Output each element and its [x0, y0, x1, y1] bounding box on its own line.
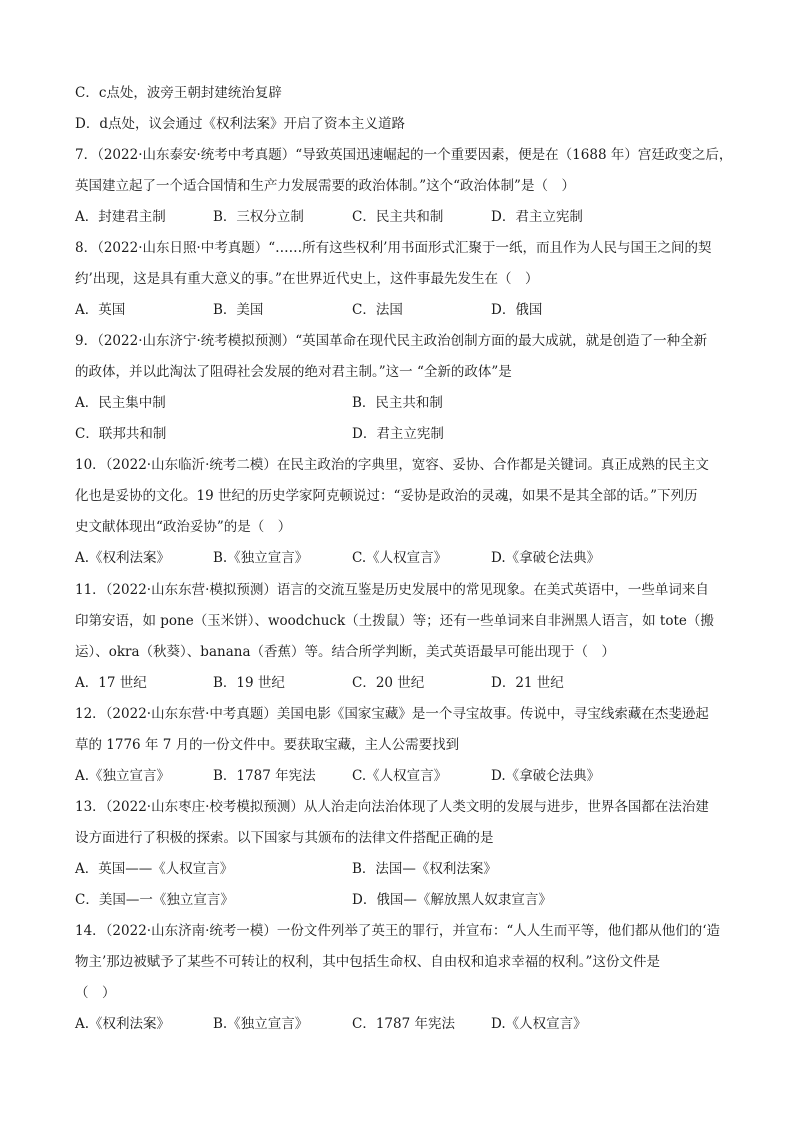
q12-stem-line-2: 草的 1776 年 7 月的一份文件中。要获取宝藏，主人公需要找到	[75, 737, 460, 753]
q9-options-row-2	[75, 424, 734, 444]
q11-options	[75, 673, 734, 693]
q8-option-a: A．英国	[75, 302, 126, 318]
q14-options	[75, 1014, 734, 1034]
q10-option-c: C.《人权宣言》	[352, 550, 448, 566]
q12-option-d: D.《拿破仑法典》	[491, 768, 601, 784]
q12-option-a: A.《独立宣言》	[75, 768, 171, 784]
q8-options	[75, 300, 734, 320]
q9-option-d: D．君主立宪制	[352, 426, 444, 442]
q14-option-c: C．1787 年宪法	[352, 1016, 455, 1032]
q7-option-a: A．封建君主制	[75, 209, 166, 225]
q9-option-b: B．民主共和制	[352, 395, 443, 411]
q10-option-d: D.《拿破仑法典》	[491, 550, 601, 566]
q11-stem-line-2: 印第安语，如 pone（玉米饼）、woodchuck（土拨鼠）等；还有一些单词来自非洲黑人语言，如 tote（搬	[75, 613, 714, 629]
q8-option-c: C．法国	[352, 302, 403, 318]
q8-option-d: D．俄国	[491, 302, 543, 318]
q12-option-b: B．1787 年宪法	[213, 768, 316, 784]
q6-option-c: C．c点处，波旁王朝封建统治复辟	[75, 85, 282, 101]
q7-stem-line-2: 英国建立起了一个适合国情和生产力发展需要的政治体制。”这个“政治体制”是（ ）	[75, 178, 575, 194]
q13-options-row-2	[75, 890, 734, 910]
q14-option-a: A.《权利法案》	[75, 1016, 171, 1032]
q14-stem-line-1: 14．（2022·山东济南·统考一模）一份文件列举了英王的罪行，并宣布：“人人生而平等，他们都从他们的‘造	[75, 923, 721, 939]
q13-option-d: D．俄国—《解放黑人奴隶宣言》	[352, 892, 552, 908]
q10-stem-line-2: 化也是妥协的文化。19 世纪的历史学家阿克顿说过：“妥协是政治的灵魂，如果不是其全部的话。”下列历	[75, 488, 698, 504]
q9-options-row-1	[75, 393, 734, 413]
q13-stem-line-2: 设方面进行了积极的探索。以下国家与其颁布的法律文件搭配正确的是	[75, 830, 494, 846]
q14-option-d: D.《人权宣言》	[491, 1016, 587, 1032]
q11-stem-line-1: 11．（2022·山东东营·模拟预测）语言的交流互鉴是历史发展中的常见现象。在美式英语中，一些单词来自	[75, 582, 709, 598]
q12-option-c: C.《人权宣言》	[352, 768, 448, 784]
q13-stem-line-1: 13．（2022·山东枣庄·校考模拟预测）从人治走向法治体现了人类文明的发展与进步，世界各国都在法治建	[75, 799, 709, 815]
q7-options	[75, 207, 734, 227]
q13-option-c: C．美国—一《独立宣言》	[75, 892, 234, 908]
q13-option-b: B．法国—《权利法案》	[352, 861, 497, 877]
q8-stem-line-2: 约’出现，这是具有重大意义的事。”在世界近代史上，这件事最先发生在（ ）	[75, 271, 539, 287]
q11-option-b: B．19 世纪	[213, 675, 285, 691]
q11-option-a: A．17 世纪	[75, 675, 147, 691]
q8-option-b: B．美国	[213, 302, 264, 318]
q11-option-c: C．20 世纪	[352, 675, 425, 691]
q9-stem-line-1: 9．（2022·山东济宁·统考模拟预测）“英国革命在现代民主政治创制方面的最大成就，就是创造了一种全新	[75, 333, 708, 349]
q7-option-c: C．民主共和制	[352, 209, 444, 225]
q7-option-b: B．三权分立制	[213, 209, 304, 225]
q7-option-d: D．君主立宪制	[491, 209, 583, 225]
q14-option-b: B.《独立宣言》	[213, 1016, 309, 1032]
q10-options	[75, 548, 734, 568]
q10-stem-line-1: 10．（2022·山东临沂·统考二模）在民主政治的字典里，宽容、妥协、合作都是关键词。真正成熟的民主文	[75, 457, 709, 473]
q10-option-b: B.《独立宣言》	[213, 550, 309, 566]
q14-stem-line-3: （ ）	[75, 985, 116, 1001]
q10-stem-line-3: 史文献体现出“政治妥协”的是（ ）	[75, 519, 292, 535]
q8-stem-line-1: 8．（2022·山东日照·中考真题）“……所有这些权利’用书面形式汇聚于一纸，而且作为人民与国王之间的契	[75, 240, 712, 256]
q11-option-d: D．21 世纪	[491, 675, 564, 691]
q14-stem-line-2: 物主’那边被赋予了某些不可转让的权利，其中包括生命权、自由权和追求幸福的权利。”这份文件是	[75, 954, 660, 970]
q13-option-a: A．英国——《人权宣言》	[75, 861, 234, 877]
q11-stem-line-3: 运）、okra（秋葵）、banana（香蕉）等。结合所学判断，美式英语最早可能出现于（ ）	[75, 644, 615, 660]
q9-stem-line-2: 的政体，并以此淘汰了阻碍社会发展的绝对君主制。”这一 “全新的政体”是	[75, 364, 512, 380]
q7-stem-line-1: 7．（2022·山东泰安·统考中考真题）“导致英国迅速崛起的一个重要因素，便是在（1688 年）宫廷政变之后，	[75, 147, 733, 163]
q12-stem-line-1: 12．（2022·山东东营·中考真题）美国电影《国家宝藏》是一个寻宝故事。传说中，寻宝线索藏在杰斐逊起	[75, 706, 709, 722]
q9-option-c: C．联邦共和制	[75, 426, 167, 442]
q13-options-row-1	[75, 859, 734, 879]
q6-option-d: D．d点处，议会通过《权利法案》开启了资本主义道路	[75, 116, 405, 132]
q9-option-a: A．民主集中制	[75, 395, 166, 411]
q12-options	[75, 766, 734, 786]
q10-option-a: A.《权利法案》	[75, 550, 171, 566]
